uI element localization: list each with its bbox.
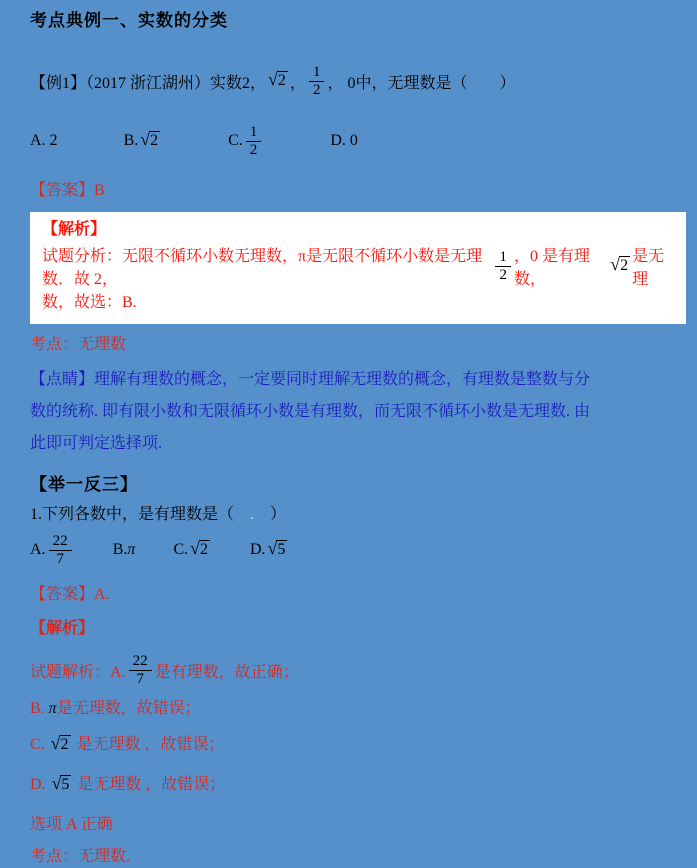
option-d: D. 0 — [330, 132, 358, 149]
practice-analysis-line: D. √ 5 是无理数 ，故错误； — [30, 773, 226, 793]
practice-header: 【举一反三】 — [30, 475, 138, 494]
dianjing-line: 数的统称. 即有限小数和无限循环小数是有理数，而无限不循环小数是无理数. 由 — [30, 403, 591, 420]
example1-answer: 【答案】B — [30, 182, 105, 199]
analysis-line: 试题分析：无限不循环小数无理数，π是无限不循环小数是无理数．故 2， $\frac{1}{2}$ ，0 是有理数， √ 2 是无理 — [42, 247, 665, 288]
option-b: B. √ 2 — [123, 129, 159, 150]
practice-analysis-line: B. π是无理数，故错误； — [30, 700, 201, 717]
practice-analysis-label: 【解析】 — [30, 620, 95, 637]
option-a: A. 2 — [30, 132, 58, 149]
option-b: B. π — [112, 541, 136, 558]
practice-answer: 【答案】A. — [30, 586, 110, 603]
example1-dianjing — [30, 364, 687, 460]
practice-analysis-line: C. √ 2 是无理数 ，故错误； — [30, 733, 225, 753]
practice-analysis-line: 试题解析：A. $\frac{22}{7}$ 是有理数，故正确； — [30, 651, 299, 687]
analysis-line: 数，故选：B. — [42, 294, 137, 311]
option-d: D. √ 5 — [249, 538, 286, 559]
option-c: C. √ 2 — [173, 538, 208, 559]
analysis-label: 【解析】 — [42, 221, 107, 238]
option-c: C. $\frac{1}{2}$ — [228, 124, 264, 158]
practice-options — [30, 526, 687, 574]
analysis-box — [30, 212, 686, 324]
practice-kaodian: 考点：无理数. — [30, 848, 131, 865]
doc-title: 考点典例一、实数的分类 — [30, 11, 228, 30]
practice-question: 1.下列各数中，是有理数是（ . ） — [30, 506, 287, 523]
example1-question: 【例1】（2017 浙江湖州）实数2， √ 2 ， $\frac{1}{2}$ ， 0中，无理数是（ ） — [30, 62, 516, 98]
dianjing-line: 此即可判定选择项. — [30, 435, 163, 452]
example1-options — [30, 116, 687, 166]
option-a: A. $\frac{22}{7}$ — [30, 533, 75, 567]
dianjing-line: 【点睛】理解有理数的概念，一定要同时理解无理数的概念，有理数是整数与分 — [30, 371, 591, 388]
practice-conclusion: 选项 A 正确 — [30, 816, 113, 833]
example1-kaodian: 考点：无理数 — [30, 336, 127, 353]
